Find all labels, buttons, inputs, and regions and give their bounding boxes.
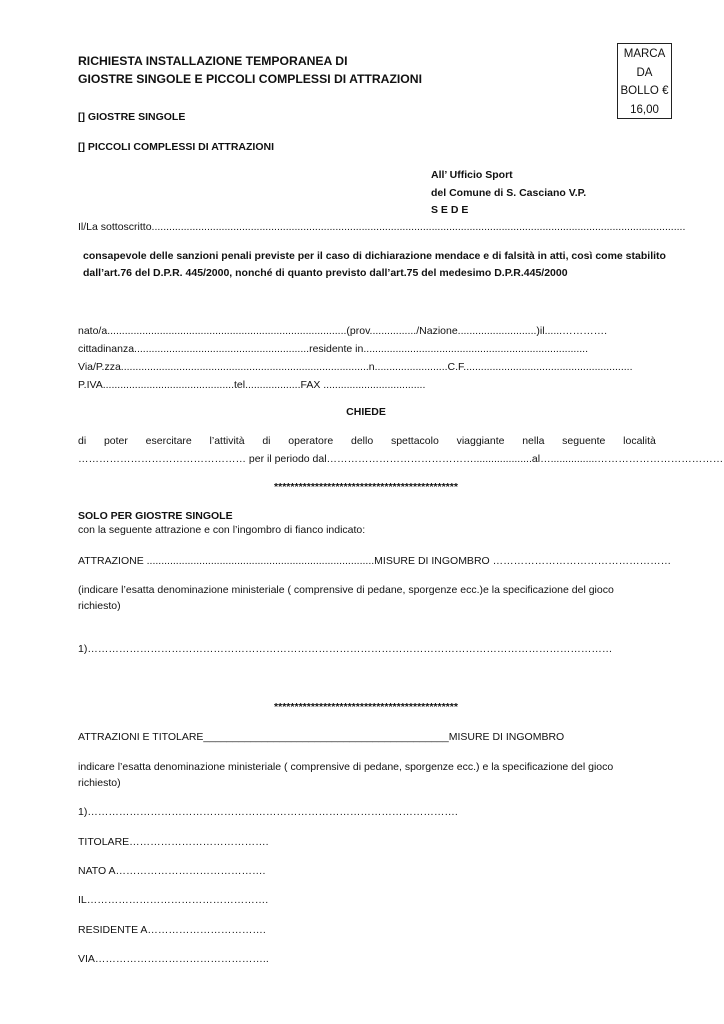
undersigned-field[interactable]: Il/La sottoscritto....................................................................................................................................................................................... bbox=[78, 221, 686, 233]
residence-field[interactable]: RESIDENTE A……………………………. bbox=[78, 924, 266, 936]
request-word: operatore bbox=[288, 435, 334, 447]
stamp-line4: 16,00 bbox=[630, 103, 659, 116]
owner-field[interactable]: TITOLARE…………………………………. bbox=[78, 836, 269, 848]
attractions-owner-field[interactable]: ATTRAZIONI E TITOLARE__________________________________________MISURE DI INGOMBRO bbox=[78, 731, 565, 743]
revenue-stamp-box bbox=[617, 43, 672, 119]
declaration-line2: dall’art.76 del D.P.R. 445/2000, nonché di quanto previsto dall’art.75 del medesimo D.P.R.445/2000 bbox=[83, 267, 568, 279]
complex-note-line1: indicare l’esatta denominazione ministeriale ( comprensive di pedane, sporgenze ecc.) e la specificazione del gioco bbox=[78, 761, 614, 773]
birth-date-field[interactable]: IL……………………………………………. bbox=[78, 894, 269, 906]
street-field[interactable]: VIA………………………………………….. bbox=[78, 953, 269, 965]
location-period-field[interactable]: ………………………………………… per il periodo dal……………………………………....................al…................……………………………… bbox=[78, 453, 724, 465]
request-word: di bbox=[262, 435, 271, 447]
stamp-line1: MARCA bbox=[623, 48, 666, 60]
form-title-line1: RICHIESTA INSTALLAZIONE TEMPORANEA DI bbox=[78, 54, 348, 68]
citizenship-residence-field[interactable]: cittadinanza............................................................residente in............................................................................. bbox=[78, 343, 588, 355]
single-rides-heading: SOLO PER GIOSTRE SINGOLE bbox=[78, 510, 233, 522]
option-single-rides[interactable]: [] GIOSTRE SINGOLE bbox=[78, 111, 186, 123]
request-word: seguente bbox=[562, 435, 606, 447]
stamp-line3: BOLLO € bbox=[620, 85, 669, 97]
single-rides-intro: con la seguente attrazione e con l’ingombro di fianco indicato: bbox=[78, 524, 366, 536]
section-separator: ********************************************* bbox=[274, 481, 458, 493]
vat-phone-fax-field[interactable]: P.IVA.............................................tel...................FAX ................................... bbox=[78, 379, 426, 391]
complex-note-line2: richiesto) bbox=[78, 777, 121, 789]
single-note-line1: (indicare l’esatta denominazione ministeriale ( comprensive di pedane, sporgenze ecc.)e la specificazione del gioco bbox=[78, 584, 614, 596]
request-word: nella bbox=[522, 435, 545, 447]
request-word: di bbox=[78, 435, 87, 447]
declaration-line1: consapevole delle sanzioni penali previste per il caso di dichiarazione mendace e di falsità in atti, così come stabilito bbox=[83, 250, 666, 262]
request-word: dello bbox=[350, 435, 374, 447]
recipient-line3: S E D E bbox=[431, 204, 469, 216]
attraction-size-field[interactable]: ATTRAZIONE ..............................................................................MISURE DI INGOMBRO …………………………………………… bbox=[78, 555, 672, 567]
recipient-line1: All’ Ufficio Sport bbox=[431, 169, 513, 181]
address-taxcode-field[interactable]: Via/P.zza.....................................................................................n.........................C.F.......................................................... bbox=[78, 361, 633, 373]
born-in-field[interactable]: NATO A……………………………………. bbox=[78, 865, 266, 877]
form-title-line2: GIOSTRE SINGOLE E PICCOLI COMPLESSI DI ATTRAZIONI bbox=[78, 72, 422, 86]
request-word: poter bbox=[103, 435, 128, 447]
request-word: esercitare bbox=[145, 435, 192, 447]
single-note-line2: richiesto) bbox=[78, 600, 121, 612]
request-word: spettacolo bbox=[390, 435, 439, 447]
section-separator: ********************************************* bbox=[274, 701, 458, 713]
stamp-line2: DA bbox=[636, 66, 653, 79]
request-word: l’attività bbox=[209, 435, 245, 447]
recipient-line2: del Comune di S. Casciano V.P. bbox=[431, 187, 587, 199]
request-word: località bbox=[623, 435, 656, 447]
complex-item1-field[interactable]: 1)……………………………………………………………………………………………. bbox=[78, 806, 458, 818]
request-heading: CHIEDE bbox=[346, 406, 386, 418]
option-small-complexes[interactable]: [] PICCOLI COMPLESSI DI ATTRAZIONI bbox=[78, 141, 274, 153]
single-item1-field[interactable]: 1)…………………………………………………………………………………………………………………………………… bbox=[78, 643, 613, 655]
request-word: viaggiante bbox=[456, 435, 505, 447]
birth-details-field[interactable]: nato/a..................................................................................(prov................/Nazione...........................)il......…………. bbox=[78, 325, 608, 337]
request-text-line1 bbox=[78, 435, 656, 448]
